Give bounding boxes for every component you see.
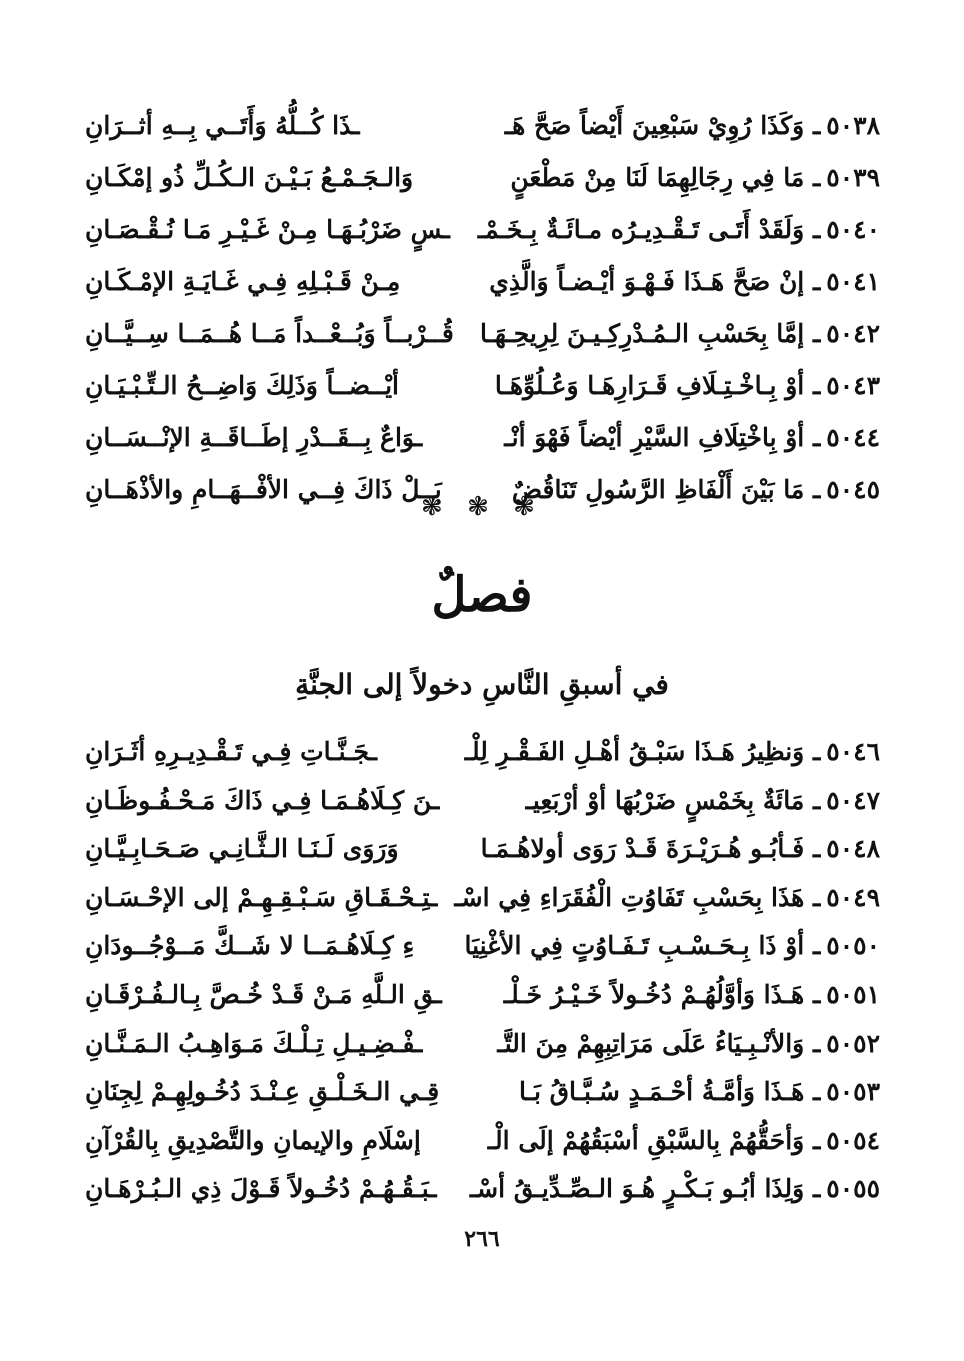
verse-second-hemistich: ءِ كِـلَاهُـمَــا لا شَــكَّ مَــوْجُــودَانِ bbox=[85, 931, 415, 961]
verse-number: ٥٠٤٢ bbox=[826, 319, 880, 348]
verse-line bbox=[85, 1117, 880, 1166]
verse-line bbox=[85, 100, 880, 152]
verse-first-hemistich: ٥٠٥٤ـ وَأحَقُّهُمْ بِالسَّبْقِ أسْبَقُهُمْ إلَى الْـ bbox=[487, 1125, 880, 1155]
section-title: فصلٌ bbox=[431, 567, 533, 623]
verse-first-hemistich: ٥٠٤١ـ إنْ صَحَّ هَـذَا فَـهْـوَ أيْـضـاً وَالَّذِي bbox=[489, 267, 880, 296]
verse-line bbox=[85, 777, 880, 826]
verse-number: ٥٠٥٤ bbox=[826, 1125, 880, 1155]
verse-line bbox=[85, 971, 880, 1020]
verse-second-hemistich: بَــلْ ذَاكَ فِــي الأفْــهَــامِ والأذْهَــانِ bbox=[85, 475, 442, 504]
verse-number: ٥٠٤٨ bbox=[826, 834, 880, 864]
verse-number: ٥٠٤٧ bbox=[826, 785, 880, 815]
verse-first-hemistich: ٥٠٣٨ـ وَكَذَا رُوِيْ سَبْعِينَ أَيْضاً صَحَّ هَـ bbox=[504, 111, 880, 140]
verse-line bbox=[85, 874, 880, 923]
top-verses bbox=[85, 100, 880, 516]
verse-second-hemistich: ـبَـقُـهُـمْ دُخُـولاً قَـوْلَ ذِي الـبُـرْهَـانِ bbox=[85, 1174, 437, 1204]
verse-second-hemistich: ـنَ كِـلَاهُـمَـا فِـي ذَاكَ مَـحْـفُـوظَـانِ bbox=[85, 785, 440, 815]
verse-second-hemistich: ـفْـضِـيـلِ تِـلْـكَ مَـوَاهِـبُ الـمَـنَّـانِ bbox=[85, 1028, 423, 1058]
verse-line bbox=[85, 1165, 880, 1214]
verse-line bbox=[85, 308, 880, 360]
verse-first-hemistich: ٥٠٣٩ـ مَا فِي رِجَالِهِمَا لَنَا مِنْ مَطْعَنٍ bbox=[510, 163, 880, 192]
verse-second-hemistich: قِـي الـخَـلْـقِ عِـنْـدَ دُخُـولِهِـمْ لِجِنَانِ bbox=[85, 1077, 440, 1107]
verse-number: ٥٠٥٣ bbox=[826, 1077, 880, 1107]
verse-line bbox=[85, 1068, 880, 1117]
verse-first-hemistich: ٥٠٥١ـ هَـذَا وَأوَّلُهُـمْ دُخُـولاً خَـيْـرُ خَـلْـ bbox=[503, 979, 880, 1009]
verse-first-hemistich: ٥٠٥٠ـ أوْ ذَا بِـحَـسْـبِ تَـفَـاوُتٍ فِي الأغْنِيَا bbox=[464, 931, 880, 961]
page-number: ٢٦٦ bbox=[464, 1226, 500, 1252]
verse-number: ٥٠٥٥ bbox=[826, 1174, 880, 1204]
verse-first-hemistich: ٥٠٤٨ـ فَـأبُـو هُـرَيْـرَةَ قَـدْ رَوَى أولاهُـمَـا bbox=[480, 834, 880, 864]
verse-second-hemistich: ـجَـنَّـاتِ فِـي تَـقْـدِيـرِهِ أثَـرَانِ bbox=[85, 737, 377, 766]
verse-number: ٥٠٤٦ bbox=[826, 737, 880, 766]
verse-number: ٥٠٤٩ bbox=[826, 882, 880, 912]
verse-second-hemistich: ـقِ الـلَّهِ مَـنْ قَـدْ خُـصَّ بِـالـفُـرْقَـانِ bbox=[85, 979, 442, 1009]
verse-number: ٥٠٥١ bbox=[826, 979, 880, 1009]
verse-number: ٥٠٤٥ bbox=[826, 475, 880, 504]
verse-number: ٥٠٣٨ bbox=[826, 111, 880, 140]
verse-first-hemistich: ٥٠٤٠ـ وَلَقَدْ أَتَـى تَـقْـدِيـرُه مـائَـةٌ بِـخَـمْـ bbox=[477, 215, 880, 244]
verse-first-hemistich: ٥٠٤٦ـ وَنظِيرُ هَـذَا سَبْـقُ أهْـلِ الفَـقْـرِ لِلْـ bbox=[464, 737, 880, 766]
verse-number: ٥٠٥٠ bbox=[826, 931, 880, 961]
verse-second-hemistich: ـذَا كُــلُّهُ وَأَتَــي بِــهِ أثــرَانِ bbox=[85, 111, 360, 140]
verse-first-hemistich: ٥٠٤٧ـ مَائَةٌ بِخَمْسٍ ضَرْبُهَا أوْ أرْبَعِيـ bbox=[525, 785, 880, 815]
verse-first-hemistich: ٥٠٤٤ـ أوْ بِاخْتِلَافِ السَّيْرِ أيْضاً فَهْوَ أنْـ bbox=[504, 423, 880, 452]
verse-number: ٥٠٣٩ bbox=[826, 163, 880, 192]
verse-number: ٥٠٤١ bbox=[826, 267, 880, 296]
verse-first-hemistich: ٥٠٥٣ـ هَـذَا وَأمَّـةُ أحْـمَـدٍ سُـبَّـاقُ بَـا bbox=[519, 1077, 880, 1107]
verse-first-hemistich: ٥٠٤٩ـ هَذَا بِحَسْبِ تَفَاوُتِ الْفُقَرَاءِ فِي اسْـ bbox=[454, 882, 880, 912]
verse-second-hemistich: مِـنْ قَـبْـلِهِ فِـي غَـايَـةِ الإمْـكَـانِ bbox=[85, 267, 401, 296]
bottom-verses bbox=[85, 728, 880, 1214]
verse-first-hemistich: ٥٠٤٥ـ مَا بَيْنَ أَلْفَاظِ الرَّسُولِ تَنَاقُضٌ bbox=[511, 475, 880, 504]
verse-second-hemistich: ـوَاعٌ بِــقَــدْرِ إطَــاقَــةِ الإنْــسَــانِ bbox=[85, 423, 423, 452]
verse-first-hemistich: ٥٠٤٢ـ إمَّا بِحَسْبِ الـمُـدْرِكِـيـنَ لِرِيحِـهَـا bbox=[479, 319, 880, 348]
verse-line bbox=[85, 360, 880, 412]
verse-number: ٥٠٤٠ bbox=[826, 215, 880, 244]
verse-line bbox=[85, 728, 880, 777]
verse-second-hemistich: إسْلَامِ والإيمانِ والتَّصْدِيقِ بِالقُرْآنِ bbox=[85, 1125, 421, 1155]
verse-first-hemistich: ٥٠٥٥ـ وَلِذَا أبُـو بَـكْـرٍ هُـوَ الـصِّـدِّيـقُ أسْـ bbox=[469, 1174, 880, 1204]
verse-number: ٥٠٤٣ bbox=[826, 371, 880, 400]
verse-line bbox=[85, 1020, 880, 1069]
verse-line bbox=[85, 412, 880, 464]
verse-line bbox=[85, 152, 880, 204]
verse-second-hemistich: وَالـجَـمْـعُ بَـيْـنَ الـكُـلِّ ذُو إمْكَـانِ bbox=[85, 163, 414, 192]
verse-first-hemistich: ٥٠٥٢ـ وَالأنْـبِـيَاءُ عَلَى مَرَاتِبِهِمْ مِنَ التَّـ bbox=[497, 1028, 880, 1058]
verse-second-hemistich: ـتِـحْـقَـاقِ سَـبْـقِـهِـمْ إلى الإحْـسَـانِ bbox=[85, 882, 438, 912]
verse-number: ٥٠٥٢ bbox=[826, 1028, 880, 1058]
verse-line bbox=[85, 825, 880, 874]
verse-second-hemistich: أيْــضــاً وَذَلِكَ وَاضِــحُ الـتِّـبْـيَـانِ bbox=[85, 371, 400, 400]
verse-first-hemistich: ٥٠٤٣ـ أوْ بِـاخْـتِـلَافِ قَـرَارِهَـا وَعُـلُوِّهَـا bbox=[494, 371, 880, 400]
verse-line bbox=[85, 204, 880, 256]
verse-number: ٥٠٤٤ bbox=[826, 423, 880, 452]
section-subtitle: في أسبقِ النَّاسِ دخولاً إلى الجنَّةِ bbox=[295, 668, 669, 701]
verse-line bbox=[85, 922, 880, 971]
verse-line bbox=[85, 256, 880, 308]
verse-second-hemistich: ـسٍ ضَرْبُـهَـا مِـنْ غَـيْـرِ مَـا نُـقْـصَـانِ bbox=[85, 215, 450, 244]
verse-second-hemistich: قُــرْبــاً وَبُــعْــداً مَــا هُــمَــا سِــيَّــانِ bbox=[85, 319, 454, 348]
section-separator: ❃ ❃ ❃ bbox=[421, 492, 543, 522]
verse-second-hemistich: وَرَوَى لَـنَـا الـثَّـانِـي صَـحَـابِـيَّـانِ bbox=[85, 834, 399, 864]
